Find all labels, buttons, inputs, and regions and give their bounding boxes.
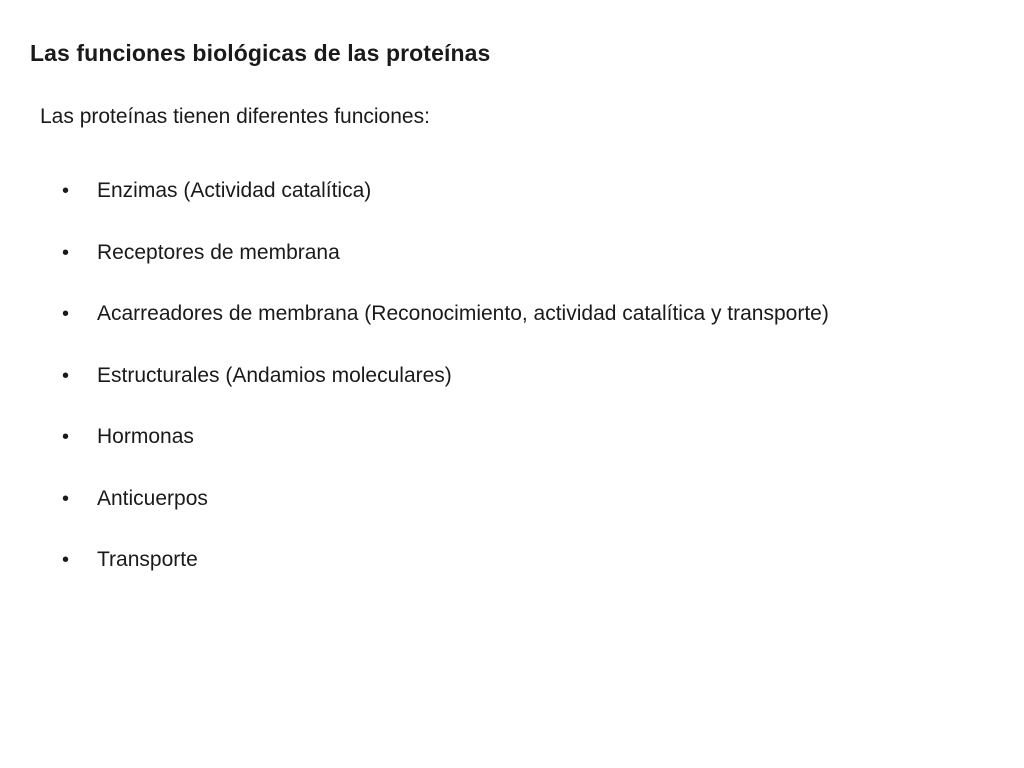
list-item-text: Hormonas — [97, 425, 194, 448]
bullet-icon: • — [62, 487, 70, 510]
list-item-text: Acarreadores de membrana (Reconocimiento, actividad catalítica y transporte) — [97, 302, 829, 325]
list-item-text: Estructurales (Andamios moleculares) — [97, 363, 452, 387]
bullet-icon: • — [62, 549, 70, 571]
list-item-text: Anticuerpos — [97, 486, 208, 510]
bullet-icon: • — [62, 180, 70, 202]
bullet-icon: • — [62, 241, 70, 264]
bullet-icon: • — [62, 426, 70, 448]
slide-title: Las funciones biológicas de las proteínas — [30, 40, 491, 66]
list-item-text: Receptores de membrana — [97, 240, 340, 264]
bullet-icon: • — [62, 364, 70, 387]
list-item-text: Enzimas (Actividad catalítica) — [97, 179, 372, 202]
intro-text: Las proteínas tienen diferentes funciones: — [40, 105, 430, 128]
list-item-text: Transporte — [97, 548, 198, 571]
bullet-icon: • — [62, 303, 70, 325]
